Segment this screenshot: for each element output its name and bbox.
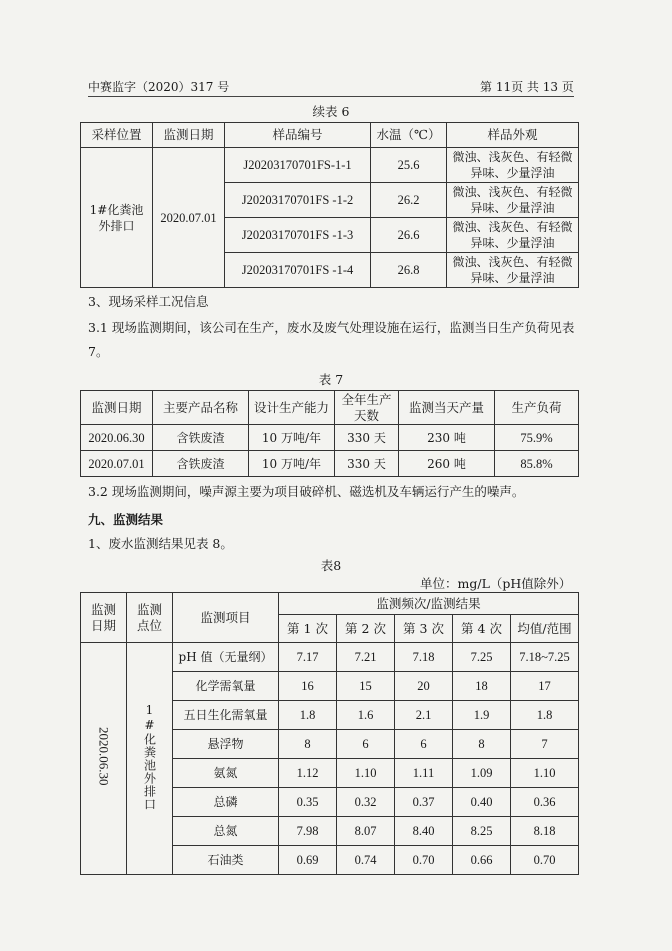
sample-appearance: 微浊、浅灰色、有轻微异味、少量浮油 <box>447 148 579 183</box>
water-temp: 26.8 <box>371 253 447 288</box>
table7-col-product: 主要产品名称 <box>153 391 249 425</box>
table8-col-run1: 第 1 次 <box>279 615 337 643</box>
section9-title: 九、监测结果 <box>88 512 164 527</box>
table8-unit: 单位：mg/L（pH值除外） <box>420 576 572 591</box>
table-row <box>81 643 579 672</box>
table7-cell: 230 吨 <box>399 425 495 451</box>
table-row <box>81 148 579 183</box>
table6-col-appearance: 样品外观 <box>447 123 579 148</box>
table6-col-sample-id: 样品编号 <box>225 123 371 148</box>
table7-cell: 330 天 <box>335 451 399 477</box>
table8-value: 8.40 <box>395 817 453 846</box>
table8-value: 16 <box>279 672 337 701</box>
table8-item: 总磷 <box>173 788 279 817</box>
table8-header-row-1 <box>81 593 579 615</box>
table7-col-capacity: 设计生产能力 <box>249 391 335 425</box>
table7-cell: 10 万吨/年 <box>249 425 335 451</box>
section9-1-paragraph: 1、废水监测结果见表 8。 <box>88 536 233 551</box>
table6-col-water-temp: 水温（℃） <box>371 123 447 148</box>
table7-cell: 2020.06.30 <box>81 425 153 451</box>
table8-value: 1.09 <box>453 759 511 788</box>
table7 <box>80 390 579 477</box>
table8-value: 2.1 <box>395 701 453 730</box>
table8-value: 7.18 <box>395 643 453 672</box>
header-rule <box>88 96 574 97</box>
table8-value: 0.40 <box>453 788 511 817</box>
table8-value: 8 <box>279 730 337 759</box>
table6-col-date: 监测日期 <box>153 123 225 148</box>
table8-value: 15 <box>337 672 395 701</box>
table8-col-date: 监测日期 <box>81 593 127 643</box>
table8-value: 7 <box>511 730 579 759</box>
table8-item: 化学需氧量 <box>173 672 279 701</box>
section3-title: 3、现场采样工况信息 <box>88 294 209 309</box>
table8-date-text: 2020.06.30 <box>96 727 112 786</box>
table7-cell: 10 万吨/年 <box>249 451 335 477</box>
table8-value: 0.69 <box>279 846 337 875</box>
water-temp: 25.6 <box>371 148 447 183</box>
table7-header-row <box>81 391 579 425</box>
table8-value: 0.36 <box>511 788 579 817</box>
table8-col-run4: 第 4 次 <box>453 615 511 643</box>
table8-item: 石油类 <box>173 846 279 875</box>
table7-col-output: 监测当天产量 <box>399 391 495 425</box>
table8-value: 7.18~7.25 <box>511 643 579 672</box>
table8-value: 0.66 <box>453 846 511 875</box>
table6-caption: 续表 6 <box>312 104 350 119</box>
water-temp: 26.2 <box>371 183 447 218</box>
sample-appearance: 微浊、浅灰色、有轻微异味、少量浮油 <box>447 253 579 288</box>
table7-col-days: 全年生产天数 <box>335 391 399 425</box>
table8-point-cell <box>127 643 173 875</box>
section3-1-paragraph: 3.1 现场监测期间，该公司在生产，废水及废气处理设施在运行，监测当日生产负荷见表 7。 <box>88 320 575 359</box>
sample-appearance: 微浊、浅灰色、有轻微异味、少量浮油 <box>447 183 579 218</box>
sample-appearance: 微浊、浅灰色、有轻微异味、少量浮油 <box>447 218 579 253</box>
table8-value: 8 <box>453 730 511 759</box>
table8 <box>80 592 579 875</box>
table8-value: 6 <box>337 730 395 759</box>
table8-point-text: 1#化粪池外排口 <box>142 702 157 811</box>
table7-cell: 2020.07.01 <box>81 451 153 477</box>
table6 <box>80 122 579 288</box>
sample-id: J20203170701FS -1-3 <box>225 218 371 253</box>
table8-value: 1.9 <box>453 701 511 730</box>
table6-date-cell: 2020.07.01 <box>153 148 225 288</box>
table6-col-location: 采样位置 <box>81 123 153 148</box>
table8-value: 1.6 <box>337 701 395 730</box>
sample-id: J20203170701FS -1-4 <box>225 253 371 288</box>
table7-col-load: 生产负荷 <box>495 391 579 425</box>
table8-col-run2: 第 2 次 <box>337 615 395 643</box>
table7-col-date: 监测日期 <box>81 391 153 425</box>
water-temp: 26.6 <box>371 218 447 253</box>
section3-2-paragraph: 3.2 现场监测期间，噪声源主要为项目破碎机、磁选机及车辆运行产生的噪声。 <box>88 484 525 499</box>
table7-cell: 75.9% <box>495 425 579 451</box>
table8-value: 0.70 <box>511 846 579 875</box>
table8-item: 氨氮 <box>173 759 279 788</box>
table8-value: 8.25 <box>453 817 511 846</box>
table8-value: 0.32 <box>337 788 395 817</box>
table8-value: 1.10 <box>337 759 395 788</box>
table7-cell: 260 吨 <box>399 451 495 477</box>
table8-value: 7.17 <box>279 643 337 672</box>
table7-caption: 表 7 <box>318 372 344 387</box>
table8-caption: 表8 <box>320 558 342 573</box>
table7-cell: 含铁废渣 <box>153 425 249 451</box>
table-row <box>81 425 579 451</box>
table8-value: 0.70 <box>395 846 453 875</box>
table8-value: 1.8 <box>511 701 579 730</box>
table8-value: 18 <box>453 672 511 701</box>
table8-value: 0.74 <box>337 846 395 875</box>
table8-value: 8.18 <box>511 817 579 846</box>
table8-col-mean: 均值/范围 <box>511 615 579 643</box>
table8-value: 7.25 <box>453 643 511 672</box>
table8-item: pH 值（无量纲） <box>173 643 279 672</box>
table8-col-group: 监测频次/监测结果 <box>279 593 579 615</box>
table-row <box>81 451 579 477</box>
table7-cell: 含铁废渣 <box>153 451 249 477</box>
table8-value: 1.10 <box>511 759 579 788</box>
table8-value: 1.11 <box>395 759 453 788</box>
table8-value: 7.98 <box>279 817 337 846</box>
report-number: 中赛监字（2020）317 号 <box>88 80 230 94</box>
table8-value: 17 <box>511 672 579 701</box>
sample-id: J20203170701FS-1-1 <box>225 148 371 183</box>
page-indicator: 第 11页 共 13 页 <box>480 80 574 94</box>
table8-date-cell <box>81 643 127 875</box>
table8-value: 8.07 <box>337 817 395 846</box>
table8-col-item: 监测项目 <box>173 593 279 643</box>
table7-cell: 85.8% <box>495 451 579 477</box>
table8-value: 1.12 <box>279 759 337 788</box>
table8-item: 五日生化需氧量 <box>173 701 279 730</box>
table8-item: 悬浮物 <box>173 730 279 759</box>
table8-value: 0.35 <box>279 788 337 817</box>
table7-cell: 330 天 <box>335 425 399 451</box>
table8-col-run3: 第 3 次 <box>395 615 453 643</box>
table8-value: 0.37 <box>395 788 453 817</box>
table8-item: 总氮 <box>173 817 279 846</box>
table8-value: 6 <box>395 730 453 759</box>
table8-value: 7.21 <box>337 643 395 672</box>
table8-col-point: 监测点位 <box>127 593 173 643</box>
sample-id: J20203170701FS -1-2 <box>225 183 371 218</box>
table8-value: 1.8 <box>279 701 337 730</box>
table8-value: 20 <box>395 672 453 701</box>
table6-location-cell: 1#化粪池外排口 <box>81 148 153 288</box>
table6-header-row <box>81 123 579 148</box>
